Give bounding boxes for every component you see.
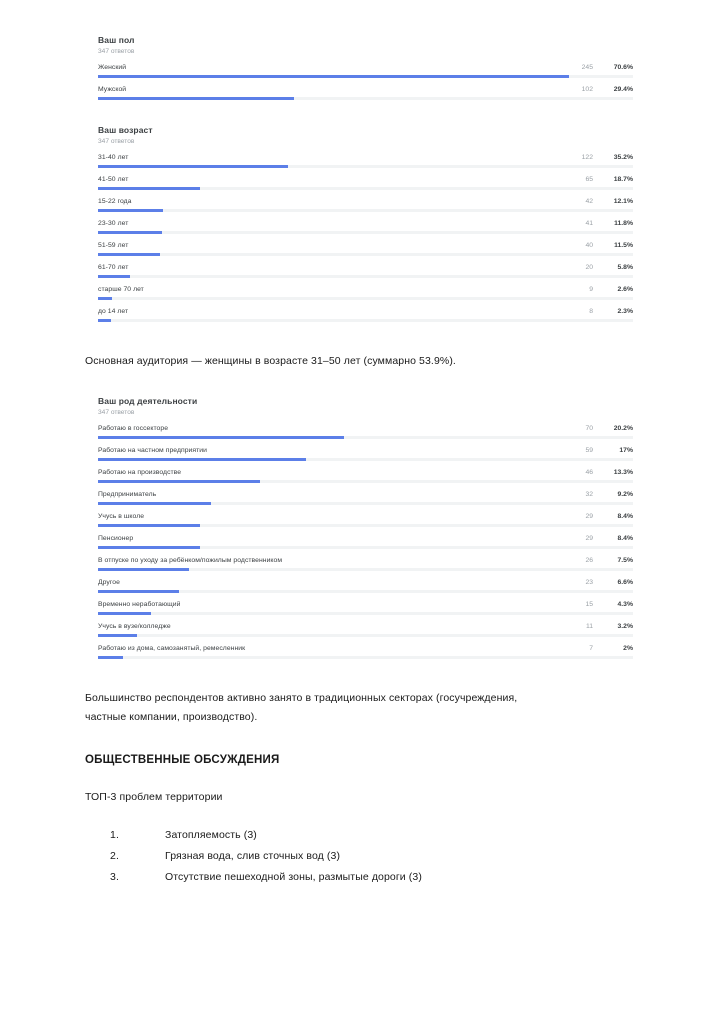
section-heading-public-discussions: ОБЩЕСТВЕННЫЕ ОБСУЖДЕНИЯ — [85, 754, 280, 766]
chart-age-subtitle: 347 ответов — [98, 138, 135, 145]
problem-list-text: Отсутствие пешеходной зоны, размытые дороги (3) — [165, 871, 422, 883]
bar-row — [98, 555, 633, 577]
bar-category-label: до 14 лет — [98, 308, 129, 315]
bar-row — [98, 84, 633, 106]
bar-fill — [98, 480, 260, 483]
bar-row — [98, 533, 633, 555]
bar-count-value: 20 — [585, 264, 593, 271]
bar-row — [98, 152, 633, 174]
bar-track — [98, 297, 633, 300]
bar-count-value: 59 — [585, 447, 593, 454]
bar-count-value: 41 — [585, 220, 593, 227]
bar-percent-value: 4.3% — [617, 601, 633, 608]
gap-before-problem-list — [85, 807, 640, 825]
bar-category-label: старше 70 лет — [98, 286, 144, 293]
bar-fill — [98, 524, 200, 527]
bar-category-label: Учусь в вузе/колледже — [98, 623, 171, 630]
gap-before-section-heading — [85, 727, 640, 751]
problem-list-number: 2. — [110, 850, 119, 862]
bar-percent-value: 12.1% — [613, 198, 633, 205]
bar-count-value: 9 — [589, 286, 593, 293]
bar-track — [98, 165, 633, 168]
bar-track — [98, 231, 633, 234]
chart-age — [98, 124, 633, 328]
bar-category-label: 41-50 лет — [98, 176, 129, 183]
bar-count-value: 15 — [585, 601, 593, 608]
chart-occupation-subtitle: 347 ответов — [98, 409, 135, 416]
gap-after-occupation-chart — [85, 665, 640, 689]
bar-row — [98, 423, 633, 445]
bar-percent-value: 13.3% — [613, 469, 633, 476]
bar-row — [98, 174, 633, 196]
bar-track — [98, 209, 633, 212]
top3-label: ТОП-3 проблем территории — [85, 791, 223, 803]
bar-count-value: 42 — [585, 198, 593, 205]
chart-occupation — [98, 395, 633, 665]
bar-track — [98, 275, 633, 278]
bar-row — [98, 511, 633, 533]
bar-track — [98, 187, 633, 190]
problem-list-number: 1. — [110, 829, 119, 841]
bar-row — [98, 445, 633, 467]
bar-category-label: Работаю на частном предприятии — [98, 447, 207, 454]
bar-percent-value: 11.5% — [614, 242, 633, 249]
gap-after-section-heading — [85, 770, 640, 788]
bar-category-label: 31-40 лет — [98, 154, 129, 161]
bar-fill — [98, 458, 306, 461]
bar-count-value: 29 — [585, 535, 593, 542]
chart-occupation-title: Ваш род деятельности — [98, 396, 198, 406]
bar-fill — [98, 502, 211, 505]
bar-category-label: 51-59 лет — [98, 242, 129, 249]
bar-count-value: 29 — [585, 513, 593, 520]
bar-fill — [98, 97, 294, 100]
chart-age-title: Ваш возраст — [98, 125, 153, 135]
bar-track — [98, 590, 633, 593]
bar-count-value: 8 — [589, 308, 593, 315]
chart-age-rows — [98, 152, 633, 328]
bar-percent-value: 35.2% — [613, 154, 633, 161]
bar-category-label: Учусь в школе — [98, 513, 145, 520]
bar-percent-value: 20.2% — [613, 425, 633, 432]
bar-count-value: 11 — [585, 623, 593, 630]
top-margin — [85, 0, 640, 34]
bar-fill — [98, 253, 160, 256]
gap-after-age-chart — [85, 328, 640, 352]
bar-fill — [98, 634, 137, 637]
problem-list-text: Затопляемость (3) — [165, 829, 257, 841]
bar-category-label: Работаю из дома, самозанятый, ремесленник — [98, 645, 246, 652]
bar-fill — [98, 590, 179, 593]
bar-track — [98, 319, 633, 322]
bar-row — [98, 284, 633, 306]
bar-fill — [98, 231, 162, 234]
chart-gender-title: Ваш пол — [98, 35, 135, 45]
bar-row — [98, 643, 633, 665]
problem-list-item — [85, 825, 640, 846]
bar-percent-value: 7.5% — [617, 557, 633, 564]
bar-category-label: В отпуске по уходу за ребёнком/пожилым родственником — [98, 557, 283, 564]
bar-percent-value: 11.8% — [614, 220, 633, 227]
bar-track — [98, 546, 633, 549]
bar-percent-value: 5.8% — [617, 264, 633, 271]
bar-fill — [98, 568, 189, 571]
bar-count-value: 70 — [585, 425, 593, 432]
bar-category-label: 15-22 года — [98, 198, 132, 205]
bar-row — [98, 621, 633, 643]
bar-count-value: 40 — [585, 242, 593, 249]
bar-fill — [98, 165, 288, 168]
bar-category-label: 23-30 лет — [98, 220, 129, 227]
bar-count-value: 23 — [585, 579, 593, 586]
bar-fill — [98, 319, 111, 322]
bar-track — [98, 612, 633, 615]
bar-track — [98, 524, 633, 527]
bar-row — [98, 62, 633, 84]
bar-count-value: 32 — [585, 491, 593, 498]
problem-list-number: 3. — [110, 871, 119, 883]
bar-fill — [98, 656, 123, 659]
bar-percent-value: 2.6% — [617, 286, 633, 293]
bar-row — [98, 306, 633, 328]
bar-track — [98, 458, 633, 461]
bar-track — [98, 634, 633, 637]
bar-percent-value: 3.2% — [617, 623, 633, 630]
bar-count-value: 7 — [589, 645, 593, 652]
bar-count-value: 245 — [581, 64, 593, 71]
problem-list-item — [85, 867, 640, 888]
bar-category-label: Пенсионер — [98, 535, 134, 542]
bar-percent-value: 2% — [623, 645, 633, 652]
bar-percent-value: 6.6% — [617, 579, 633, 586]
bar-track — [98, 656, 633, 659]
bar-percent-value: 17% — [619, 447, 633, 454]
problem-list — [85, 825, 640, 888]
bar-track — [98, 436, 633, 439]
bar-count-value: 102 — [581, 86, 593, 93]
bar-track — [98, 480, 633, 483]
insight-occupation-line2: частные компании, производство). — [85, 711, 258, 723]
bar-track — [98, 253, 633, 256]
chart-gender — [98, 34, 633, 106]
problem-list-text: Грязная вода, слив сточных вод (3) — [165, 850, 341, 862]
bar-fill — [98, 209, 163, 212]
bar-row — [98, 262, 633, 284]
bar-count-value: 46 — [585, 469, 593, 476]
bar-category-label: Мужской — [98, 86, 127, 93]
problem-list-item — [85, 846, 640, 867]
bar-row — [98, 467, 633, 489]
chart-gender-rows — [98, 62, 633, 106]
bar-category-label: 61-70 лет — [98, 264, 129, 271]
bar-fill — [98, 275, 130, 278]
bar-fill — [98, 75, 569, 78]
bar-percent-value: 8.4% — [617, 535, 633, 542]
bar-row — [98, 196, 633, 218]
bar-category-label: Другое — [98, 579, 120, 586]
bar-count-value: 122 — [581, 154, 593, 161]
bar-percent-value: 2.3% — [617, 308, 633, 315]
bar-row — [98, 599, 633, 621]
bar-percent-value: 9.2% — [617, 491, 633, 498]
gap-before-occupation-chart — [85, 371, 640, 395]
bar-count-value: 65 — [585, 176, 593, 183]
bar-count-value: 26 — [585, 557, 593, 564]
bar-row — [98, 577, 633, 599]
bar-category-label: Женский — [98, 64, 127, 71]
chart-gender-subtitle: 347 ответов — [98, 48, 135, 55]
bar-category-label: Временно неработающий — [98, 601, 181, 608]
bar-fill — [98, 436, 344, 439]
gap-after-gender-chart — [85, 106, 640, 124]
bar-fill — [98, 546, 200, 549]
bar-track — [98, 75, 633, 78]
bar-category-label: Предприниматель — [98, 491, 157, 498]
bar-category-label: Работаю в госсекторе — [98, 425, 169, 432]
bar-row — [98, 489, 633, 511]
insight-age-paragraph: Основная аудитория — женщины в возрасте 31–50 лет (суммарно 53.9%). — [85, 355, 456, 367]
bar-percent-value: 70.6% — [613, 64, 633, 71]
chart-occupation-rows — [98, 423, 633, 665]
insight-occupation-line1: Большинство респондентов активно занято в традиционных секторах (госучреждения, — [85, 692, 518, 704]
bar-fill — [98, 612, 151, 615]
bar-track — [98, 568, 633, 571]
bar-percent-value: 29.4% — [613, 86, 633, 93]
bar-percent-value: 18.7% — [613, 176, 633, 183]
bar-fill — [98, 187, 200, 190]
bar-row — [98, 218, 633, 240]
bar-track — [98, 502, 633, 505]
bar-track — [98, 97, 633, 100]
bar-fill — [98, 297, 112, 300]
bar-percent-value: 8.4% — [617, 513, 633, 520]
bar-category-label: Работаю на производстве — [98, 469, 182, 476]
bar-row — [98, 240, 633, 262]
